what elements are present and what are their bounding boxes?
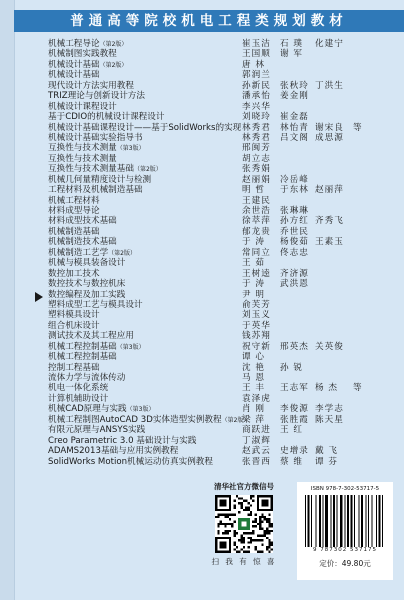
book-row: [48, 363, 398, 373]
book-row: [48, 446, 398, 456]
book-row: [48, 112, 398, 122]
book-author: 王志军: [280, 383, 309, 394]
book-row: [48, 49, 398, 59]
book-author: 王 红: [280, 425, 303, 436]
qr-code-icon[interactable]: [215, 495, 273, 553]
book-edition: （第2版）: [108, 249, 136, 257]
book-row: [48, 394, 398, 404]
book-title-text: 工程材料及机械制造基础: [48, 185, 143, 196]
book-author: 潘承怡: [242, 91, 271, 102]
book-author: 张秋玲: [280, 80, 309, 91]
book-author: 唐 林: [242, 59, 265, 70]
book-author: 等: [353, 122, 363, 133]
book-author: 崔玉洁: [242, 39, 271, 49]
book-title-text: 机械工程制图AutoCAD 3D实体造型实例教程: [48, 414, 222, 425]
book-row: [48, 321, 398, 331]
book-title-text: 流体力学与流体传动: [48, 373, 126, 383]
book-row: [48, 143, 398, 153]
book-author: 张晋西: [242, 456, 271, 467]
book-title-text: 组合机床设计: [48, 320, 100, 331]
book-row: [48, 425, 398, 435]
book-author: 钱苏翔: [242, 331, 271, 342]
book-author: 等: [353, 383, 363, 394]
book-row: [48, 206, 398, 216]
book-author: 赵武云: [242, 446, 271, 457]
book-author: 马 恩: [242, 373, 265, 383]
isbn-text: ISBN 978-7-302-53717-5: [310, 486, 380, 492]
book-author: 王国顺: [242, 49, 271, 60]
book-title-text: 机械设计基础: [48, 70, 100, 81]
book-title-text: 材料成型技术基础: [48, 216, 117, 227]
book-author: 齐济源: [280, 268, 309, 279]
book-title-text: TRIZ理论与创新设计方法: [48, 91, 145, 102]
book-author: 胡立志: [242, 153, 271, 164]
series-header-banner: [14, 10, 404, 32]
book-author: 孙方红: [280, 216, 309, 227]
book-title-text: 机械制图实践教程: [48, 49, 117, 60]
book-row: [48, 133, 398, 143]
book-title-text: 基于CDIO的机械设计课程设计: [48, 112, 165, 123]
book-author: 王建民: [242, 195, 271, 206]
book-title-text: Creo Parametric 3.0 基础设计与实践: [48, 435, 197, 446]
book-author: 祝守新: [242, 341, 271, 352]
book-row: [48, 310, 398, 320]
book-author: 赵丽萍: [315, 185, 344, 196]
book-row: [48, 175, 398, 185]
book-row: [48, 185, 398, 195]
book-row: [48, 457, 398, 467]
book-row: [48, 216, 398, 226]
book-author: 杨俊茹: [280, 237, 309, 248]
wechat-qr-block: [205, 481, 283, 567]
book-author: 王 丰: [242, 383, 265, 394]
book-author: 刘晓玲: [242, 112, 271, 123]
book-title: [48, 457, 213, 468]
book-author: 佟志忠: [280, 247, 309, 258]
book-title-text: 数控技术与数控机床: [48, 279, 126, 290]
book-title-text: 机械设计基础: [48, 59, 100, 70]
book-author: 谢宋良: [315, 122, 344, 133]
book-edition: （第2版）: [133, 166, 162, 174]
book-title-text: 测试技术及其工程应用: [48, 331, 134, 342]
book-edition: （第2版）: [221, 416, 250, 424]
book-author: 林秀君: [242, 122, 271, 133]
book-author: 姜金刚: [280, 91, 309, 102]
book-row: [48, 290, 398, 300]
book-edition: （第2版）: [99, 61, 128, 69]
book-title-text: 机械制造技术基础: [48, 237, 117, 248]
book-title-text: 塑料模具设计: [48, 310, 100, 321]
book-row: [48, 164, 398, 174]
book-author: 史增录: [280, 446, 309, 457]
book-author: 常同立: [242, 247, 271, 258]
book-author: 于东林: [280, 185, 309, 196]
book-author: 丁淑辉: [242, 435, 271, 446]
book-author: 谭 芬: [315, 456, 338, 467]
book-author: 刘玉义: [242, 310, 271, 321]
book-author: 郁龙贵: [242, 226, 271, 237]
book-row: [48, 154, 398, 164]
book-row: [48, 70, 398, 80]
book-row: [48, 81, 398, 91]
book-row: [48, 300, 398, 310]
book-author: 戴 飞: [315, 446, 338, 457]
book-title-text: ADAMS2013基础与应用实例教程: [48, 446, 179, 457]
book-author: 陈天星: [315, 414, 344, 425]
book-row: [48, 279, 398, 289]
book-author: 梁 萍: [242, 414, 265, 425]
book-title-text: 有限元原理与ANSYS实践: [48, 425, 146, 436]
book-row: [48, 102, 398, 112]
book-title-text: 塑料成型工艺与模具设计: [48, 299, 143, 310]
book-title-text: 现代设计方法实用教程: [48, 80, 134, 91]
book-author: 赵丽娟: [242, 174, 271, 185]
book-author: 谭 心: [242, 352, 265, 363]
book-row: [48, 248, 398, 258]
book-author: 李兴华: [242, 101, 271, 112]
book-title-text: 计算机辅助设计: [48, 393, 109, 404]
book-row: [48, 237, 398, 247]
book-spine-edge: [0, 0, 15, 600]
book-row: [48, 415, 398, 425]
book-edition: （第2版）: [99, 41, 128, 48]
book-author: 齐秀飞: [315, 216, 344, 227]
book-row: [48, 342, 398, 352]
book-author: 林怡青: [280, 122, 309, 133]
book-author: 邢闽芳: [242, 143, 271, 154]
book-author: 邢英杰: [280, 341, 309, 352]
book-author: 蔡 维: [280, 456, 303, 467]
book-author: 张琳琳: [280, 206, 309, 216]
book-author: 石 璞: [280, 39, 303, 49]
book-author: 张秀娟: [242, 164, 271, 175]
price-text: 定价：49.80元: [319, 559, 371, 568]
book-row: [48, 383, 398, 393]
book-title-text: 机械工程导论: [48, 39, 100, 49]
book-author: 关英俊: [315, 341, 344, 352]
qr-caption-top: 清华社官方微信号: [214, 482, 274, 491]
book-title-text: 控制工程基础: [48, 362, 100, 373]
book-author: 王 茹: [242, 258, 265, 269]
book-row: [48, 196, 398, 206]
book-row: [48, 258, 398, 268]
book-list: [48, 39, 398, 467]
book-title-text: 机械设计课程设计: [48, 101, 117, 112]
book-edition: （第3版）: [126, 406, 155, 414]
qr-caption-bottom: 扫 我 有 惊 喜: [211, 557, 277, 566]
book-author: 乔世民: [280, 226, 309, 237]
book-title-text: 数控编程及加工实践: [48, 289, 126, 300]
book-author: 徐萃萍: [242, 216, 271, 227]
book-author: 袁泽虎: [242, 393, 271, 404]
book-author: 谢 军: [280, 49, 303, 60]
book-title-text: 机械工程控制基础: [48, 341, 117, 352]
book-title-text: 互换性与技术测量: [48, 153, 117, 164]
barcode-icon: [303, 495, 387, 547]
book-row: [48, 373, 398, 383]
book-row: [48, 123, 398, 133]
book-title-text: 材料成型导论: [48, 206, 100, 216]
book-row: [48, 39, 398, 49]
book-title-text: SolidWorks Motion机械运动仿真实例教程: [48, 456, 213, 467]
book-author: 沈 艳: [242, 362, 265, 373]
book-title-text: 机械制造工艺学: [48, 247, 109, 258]
book-title-text: 机械几何量精度设计与检测: [48, 174, 152, 185]
book-title-text: 互换性与技术测量基础: [48, 164, 134, 175]
book-author: 成思源: [315, 132, 344, 143]
book-row: [48, 331, 398, 341]
book-author: 商跃进: [242, 425, 271, 436]
book-author: 王树逵: [242, 268, 271, 279]
book-title-text: 机电一体化系统: [48, 383, 109, 394]
book-row: [48, 91, 398, 101]
book-author: 冷岳峰: [280, 174, 309, 185]
book-author: 孙新民: [242, 80, 271, 91]
book-title-text: 机械制造基础: [48, 226, 100, 237]
book-author: 李学志: [315, 404, 344, 415]
book-title-text: 机械工程控制基础: [48, 352, 117, 363]
book-author: 余世浩: [242, 206, 271, 216]
book-author: 张胜霞: [280, 414, 309, 425]
book-title-text: 机械CAD原理与实践: [48, 404, 127, 415]
book-title-text: 互换性与技术测量: [48, 143, 117, 154]
book-author: 杨 杰: [315, 383, 338, 394]
book-edition: （第3版）: [116, 343, 145, 351]
book-author: 李俊源: [280, 404, 309, 415]
book-edition: （第3版）: [116, 145, 145, 153]
series-title: 普通高等院校机电工程类规划教材: [70, 13, 348, 29]
book-row: [48, 269, 398, 279]
barcode-digits: 9 787302 537175: [313, 547, 377, 553]
book-title-text: 机械工程材料: [48, 195, 100, 206]
book-author: 郭润兰: [242, 70, 271, 81]
book-author: 武洪恩: [280, 279, 309, 290]
book-author: 孙 锐: [280, 362, 303, 373]
book-author: 于 涛: [242, 279, 265, 290]
book-row: [48, 352, 398, 362]
book-author: 林秀君: [242, 132, 271, 143]
book-author: 肖 刚: [242, 404, 265, 415]
book-author: 王素玉: [315, 237, 344, 248]
book-author: 于 涛: [242, 237, 265, 248]
book-author: 崔金磊: [280, 112, 309, 123]
book-row: [48, 60, 398, 70]
book-title-text: 机械与模具装备设计: [48, 258, 126, 269]
book-author: 俞芙芳: [242, 299, 271, 310]
book-title-text: 机械设计基础课程设计——基于SolidWorks的实现: [48, 122, 242, 133]
triangle-marker-icon: [35, 292, 43, 302]
book-row: [48, 436, 398, 446]
barcode-block: [297, 482, 393, 580]
book-author: 化建宁: [315, 39, 344, 49]
book-author: 于英华: [242, 320, 271, 331]
book-row: [48, 404, 398, 414]
book-title-text: 机械设计基础实验指导书: [48, 132, 143, 143]
book-author: 吕文阁: [280, 132, 309, 143]
book-author: 丁洪生: [315, 80, 344, 91]
book-author: 尹 明: [242, 289, 265, 300]
book-author: 明 哲: [242, 185, 265, 196]
book-row: [48, 227, 398, 237]
book-title-text: 数控加工技术: [48, 268, 100, 279]
